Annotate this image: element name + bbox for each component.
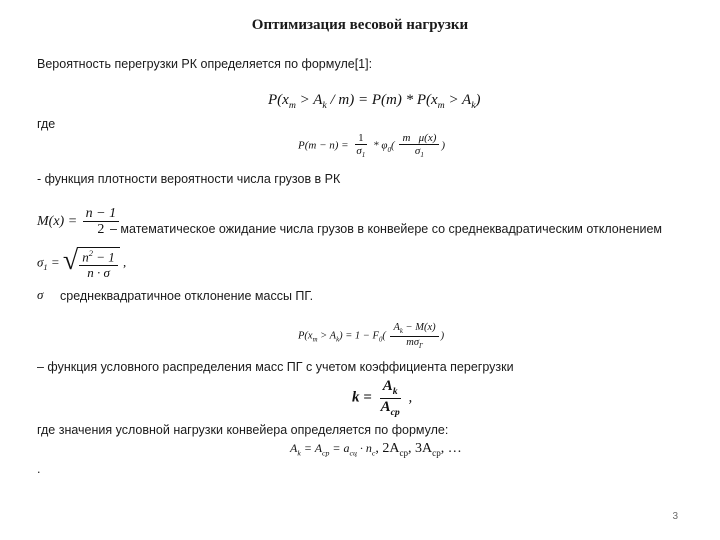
- text-expectation: – математическое ожидание числа грузов в конвейере со среднеквадратическим отклонением: [110, 222, 663, 236]
- formula-density: P(m − n) = $\frac{1}{\sigma_1}$ * $\varphi_0$( $\frac{\text{m μ(x)}}{\sigma_1}$ ): [298, 132, 446, 160]
- formula-tail-3-sub: ср: [432, 447, 441, 458]
- formula-expectation: M(x) = $\frac{n - 1}{2}$: [37, 206, 121, 238]
- sigma-symbol: σ: [37, 287, 44, 302]
- formula-tail-3: , 3A: [408, 441, 433, 456]
- trailing-dot: .: [37, 462, 41, 476]
- text-conditional: – функция условного распределения масс ПГ с учетом коэффициента перегрузки: [37, 360, 514, 374]
- formula-overload-coefficient: k = $\frac{A_k}{A_{ср}}$ ,: [352, 378, 413, 418]
- formula-load: $A_k = A_{ср} = a_{сц} \cdot n_c$, $2A_{ср}$, $3A_{ср}$, …: [290, 441, 462, 458]
- page-title: Оптимизация весовой нагрузки: [251, 17, 469, 33]
- text-where: где: [37, 117, 56, 131]
- formula-tail-2: , 2A: [375, 441, 400, 456]
- formula-sigma: $\sigma_1$ = √ $\frac{n^2 - 1}{n \cdot \sigma}$ ,: [37, 245, 127, 280]
- text-load-values: где значения условной нагрузки конвейера определяется по формуле:: [37, 423, 449, 437]
- text-density: - функция плотности вероятности числа грузов в РК: [37, 172, 341, 186]
- text-probability: Вероятность перегрузки РК определяется по формуле[1]:: [37, 57, 373, 71]
- formula-conditional-distribution: $P(x_m > A_k) = 1 - F_0$( $\frac{A_k - M(x)}{m\sigma_Г}$ ): [298, 322, 445, 350]
- text-sigma-description: среднеквадратичное отклонение массы ПГ.: [60, 289, 314, 303]
- page-number: 3: [672, 511, 678, 522]
- formula-tail-ellipsis: , …: [440, 441, 462, 456]
- formula-tail-2-sub: ср: [399, 447, 409, 458]
- formula-overload-probability: $P(x_m > A_k / m) = P(m) * P(x_m > A_k)$: [268, 92, 481, 111]
